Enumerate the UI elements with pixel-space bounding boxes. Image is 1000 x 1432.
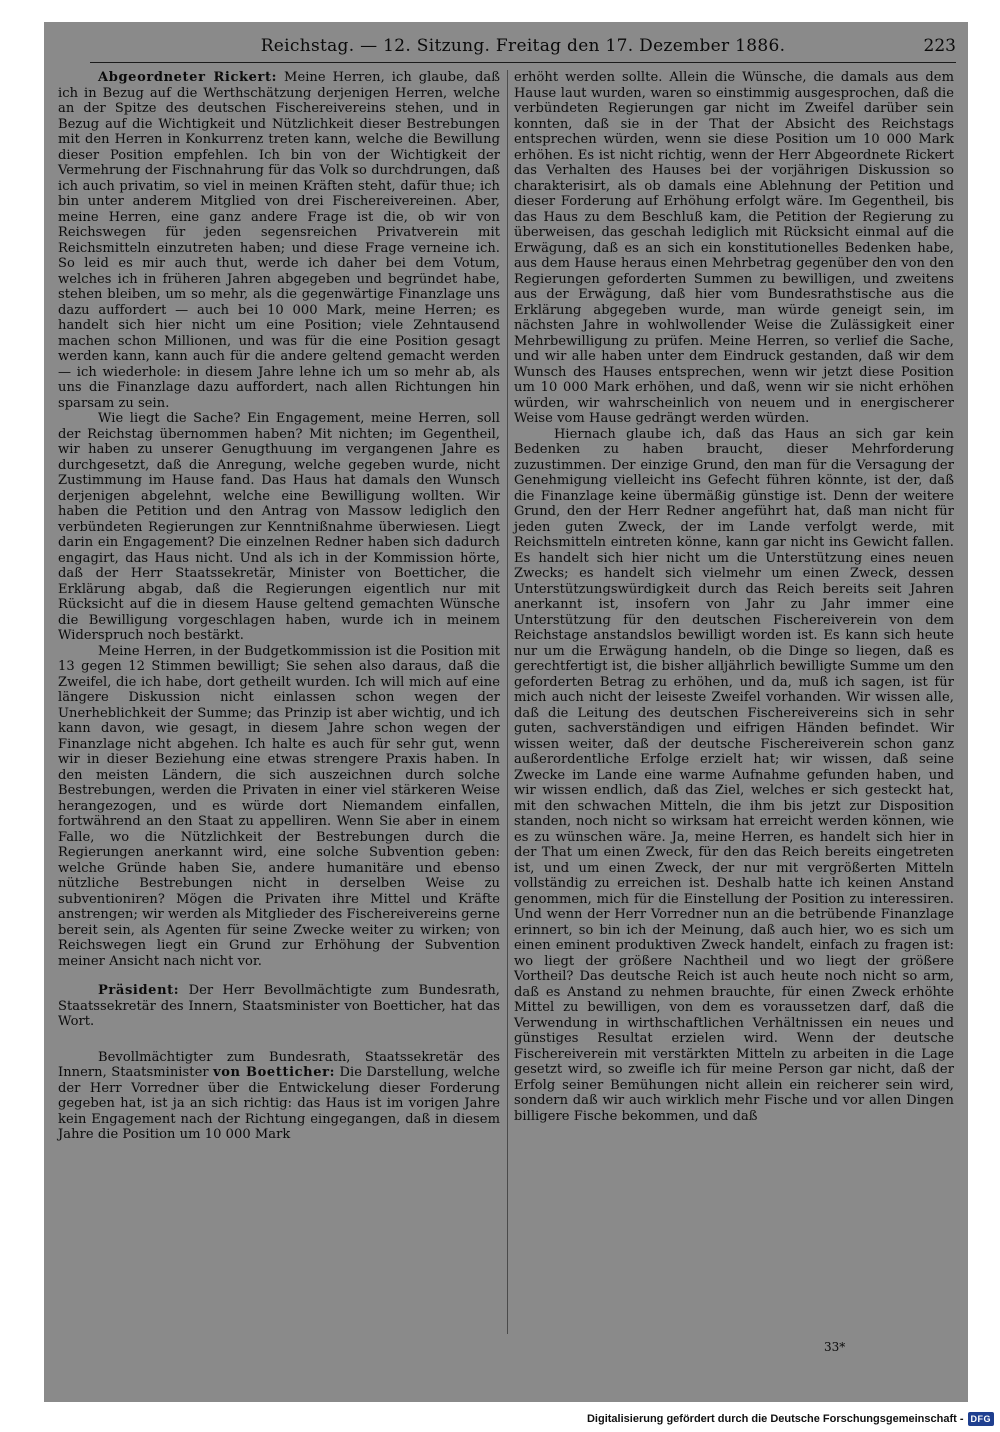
dfg-logo-icon: DFG xyxy=(968,1412,995,1426)
right-column xyxy=(514,70,954,1124)
speech-boetticher: Die Darstellung, welche der Herr Vorredner über die Entwickelung dieser Forderung gegeben hat, ist ja an sich richtig: das Haus ist im vorigen Jahre kein Engagement nach der Richtung eingegangen, daß in diesem Jahre die Position um 10 000 Mark xyxy=(58,1065,500,1142)
paragraph-boetticher xyxy=(58,1050,500,1143)
page-header xyxy=(90,32,956,63)
digitization-credit xyxy=(587,1412,994,1426)
signature-mark: 33* xyxy=(824,1340,846,1354)
speaker-title-boetticher: Bevollmächtigter zum Bundesrath, Staatssekretär des Innern, Staatsminister xyxy=(58,1049,500,1080)
speech-rickert: Meine Herren, ich glaube, daß ich in Bezug auf die Werthschätzung derjenigen Herren, welche an der Spitze des deutschen Fischereivereins stehen, und in Bezug auf die Wichtigkeit und Nützlichkeit dieser Bestrebungen mit den Herren in Konkurrenz treten kann, welche die Bewillung dieser Position empfehlen. Ich bin von der Wichtigkeit der Vermehrung der Fischnahrung für das Volk so durchdrungen, daß ich auch privatim, so viel in meinen Kräften steht, dafür thue; ich bin unter anderem Mitglied von drei Fischereivereinen. Aber, meine Herren, eine ganz andere Frage ist die, ob wir von Reichswegen für jeden segensreichen Privatverein mit Reichsmitteln einzutreten haben; und diese Frage verneine ich. So leid es mir auch thut, werde ich daher bei dem Votum, welches ich in früheren Jahren abgegeben und begründet habe, stehen bleiben, um so mehr, als die gegenwärtige Finanzlage uns dazu auffordert — auch bei 10 000 Mark, meine Herren; es handelt sich hier nicht um eine Position; viele Zehntausend machen schon Millionen, und was für die eine Position gesagt werden kann, kann auch für die andere geltend gemacht werden — ich wiederhole: in diesem Jahre lehne ich um so mehr ab, als uns die Finanzlage dazu auffordert, nach allen Richtungen hin sparsam zu sein. xyxy=(58,70,500,411)
paragraph-president xyxy=(58,983,500,1030)
scanned-page xyxy=(44,22,968,1402)
running-title: Reichstag. — 12. Sitzung. Freitag den 17. Dezember 1886. xyxy=(260,36,786,56)
credit-text: Digitalisierung gefördert durch die Deutsche Forschungsgemeinschaft - xyxy=(586,1413,964,1425)
speaker-boetticher: von Boetticher: xyxy=(213,1065,336,1080)
speaker-rickert: Abgeordneter Rickert: xyxy=(98,70,278,85)
paragraph-rickert-3: Meine Herren, in der Budgetkommission ist die Position mit 13 gegen 12 Stimmen bewilligt; Sie sehen also daraus, daß die Zweifel, die ich habe, dort getheilt wurden. Ich will mich auf eine längere Diskussion nicht einlassen schon wegen der Unerheblichkeit der Summe; das Prinzip ist aber wichtig, und ich kann davon, wie gesagt, in diesem Jahre schon wegen der Finanzlage nicht abgehen. Ich halte es auch für sehr gut, wenn wir in dieser Beziehung eine etwas strengere Praxis haben. In den meisten Ländern, die sich auszeichnen durch solche Bestrebungen, werden die Privaten in einer viel stärkeren Weise herangezogen, und es würde dort Niemandem einfallen, fortwährend an den Staat zu appelliren. Wenn Sie aber in einem Falle, wo die Nützlichkeit der Bestrebungen durch die Regierungen anerkannt wird, eine solche Subvention geben: welche Gründe haben Sie, andere humanitäre und ebenso nützliche Bestrebungen nicht in derselben Weise zu subventioniren? Mögen die Privaten ihre Mittel und Kräfte anstrengen; wir werden als Mitglieder des Fischereivereins gerne bereit sein, als Agenten für seine Zwecke weiter zu wirken; von Reichswegen liegt ein Grund zur Erhöhung der Subvention meiner Ansicht nach nicht vor. xyxy=(58,643,500,969)
speech-president: Der Herr Bevollmächtigte zum Bundesrath, Staatssekretär des Innern, Staatsminister von Boetticher, hat das Wort. xyxy=(58,983,500,1029)
paragraph-rickert-2: Wie liegt die Sache? Ein Engagement, meine Herren, soll der Reichstag übernommen haben? Mit nichten; im Gegentheil, wir haben zu unserer Genugthuung im vergangenen Jahre es durchgesetzt, daß die Anregung, welche gegeben wurde, nicht Zustimmung im Hause fand. Das Haus hat damals den Wunsch derjenigen abgelehnt, welche eine Bewilligung wollten. Wir haben die Petition und den Antrag von Massow lediglich den verbündeten Regierungen zur Kenntnißnahme überwiesen. Liegt darin ein Engagement? Die einzelnen Redner haben sich dadurch engagirt, das Haus nicht. Und als ich in der Kommission hörte, daß der Herr Staatssekretär, Minister von Boetticher, die Erklärung abgab, daß die Regierungen eigentlich nur mit Rücksicht auf die in diesem Hause geltend gemachten Wünsche die Bewilligung vorgeschlagen haben, wurde ich in meinem Widerspruch noch bestärkt. xyxy=(58,411,500,643)
column-divider xyxy=(507,70,508,1334)
page-number: 223 xyxy=(923,36,956,56)
paragraph-boetticher-2: Hiernach glaube ich, daß das Haus an sich gar kein Bedenken zu haben braucht, dieser Mehrforderung zuzustimmen. Der einzige Grund, den man für die Versagung der Genehmigung vielleicht ins Gefecht führen könnte, ist der, daß die Finanzlage keine übermäßig günstige ist. Denn der weitere Grund, den der Herr Redner angeführt hat, daß man nicht für jeden guten Zweck, der im Lande verfolgt werde, mit Reichsmitteln eintreten könne, kann gar nicht ins Gewicht fallen. Es handelt sich hier nicht um die Unterstützung eines neuen Zwecks; es handelt sich vielmehr um einen Zweck, dessen Unterstützungswürdigkeit durch das Reich bereits seit Jahren anerkannt ist, insofern von Jahr zu Jahr immer eine Unterstützung für den deutschen Fischereiverein von dem Reichstage anstandslos bewilligt worden ist. Es kann sich heute nur um die Erwägung handeln, ob die Dinge so liegen, daß es gerechtfertigt ist, die bisher alljährlich bewilligte Summe um den geforderten Betrag zu erhöhen, und da, muß ich sagen, ist für mich auch nicht der leiseste Zweifel vorhanden. Wir wissen alle, daß die Leitung des deutschen Fischereivereins sich in sehr guten, sachverständigen und eifrigen Händen befindet. Wir wissen weiter, daß der deutsche Fischereiverein schon ganz außerordentliche Erfolge erzielt hat; wir wissen, daß seine Zwecke im Lande eine warme Aufnahme gefunden haben, und wir wissen endlich, daß das Ziel, welches er sich gesteckt hat, mit den schwachen Mitteln, die ihm bis jetzt zur Disposition standen, noch nicht so wirksam hat erreicht werden können, wie es zu wünschen wäre. Ja, meine Herren, es handelt sich hier in der That um einen Zweck, für den das Reich bereits eingetreten ist, und um einen Zweck, der nur mit vergrößerten Mitteln vollständig zu erreichen ist. Deshalb hatte ich keinen Anstand genommen, mich für die Einstellung der Position zu interessiren. Und wenn der Herr Vorredner nun an die betrübende Finanzlage erinnert, so bin ich der Meinung, daß auch hier, wo es sich um einen eminent produktiven Zweck handelt, einfach zu fragen ist: wo liegt der größere Nachtheil und wo liegt der größere Vortheil? Das deutsche Reich ist auch heute noch nicht so arm, daß es Anstand zu nehmen brauchte, für einen Zweck erhöhte Mittel zu bewilligen, von dem es voraussetzen darf, daß die Verwendung in wirthschaftlichen Verhältnissen ein neues und günstiges Resultat erzielen wird. Wenn der deutsche Fischereiverein mit verstärkten Mitteln zu arbeiten in die Lage gesetzt wird, so zweifle ich für meine Person gar nicht, daß der Erfolg seiner Bemühungen nicht allein ein reicherer sein wird, sondern daß wir auch wirklich mehr Fische und vor allen Dingen billigere Fische bekommen, und daß xyxy=(514,426,954,1124)
paragraph-rickert xyxy=(58,70,500,411)
speaker-president: Präsident: xyxy=(98,983,180,998)
paragraph-boetticher-continued: erhöht werden sollte. Allein die Wünsche, die damals aus dem Hause laut wurden, waren so einstimmig ausgesprochen, daß die verbündeten Regierungen gar nicht im Zweifel darüber sein konnten, daß sie in der That der Absicht des Reichstags entsprechen würden, wenn sie diese Position um 10 000 Mark erhöhen. Es ist nicht richtig, wenn der Herr Abgeordnete Rickert das Verhalten des Hauses bei der vorjährigen Diskussion so charakterisirt, als ob damals eine Ablehnung der Petition und dieser Forderung auf Erhöhung erfolgt wäre. Im Gegentheil, bis das Haus zu dem Beschluß kam, die Petition der Regierung zu überweisen, das geschah lediglich mit Rücksicht einmal auf die Erwägung, daß es an sich ein konstitutionelles Bedenken habe, aus dem Hause heraus einen Mehrbetrag gegenüber den von den Regierungen geforderten Summen zu bewilligen, und zweitens aus der Erwägung, daß hier vom Bundesrathstische aus die Erklärung abgegeben wurde, man würde geneigt sein, im nächsten Jahre in wohlwollender Weise die Zulässigkeit einer Mehrbewilligung zu prüfen. Meine Herren, so verlief die Sache, und wir alle haben unter dem Eindruck gestanden, daß wir dem Wunsch des Hauses entsprechen, wenn wir jetzt diese Position um 10 000 Mark erhöhen, und daß, wenn wir sie nicht erhöhen würden, wir wahrscheinlich von neuem und in energischerer Weise vom Hause gedrängt werden würden. xyxy=(514,70,954,426)
left-column xyxy=(58,70,500,1143)
